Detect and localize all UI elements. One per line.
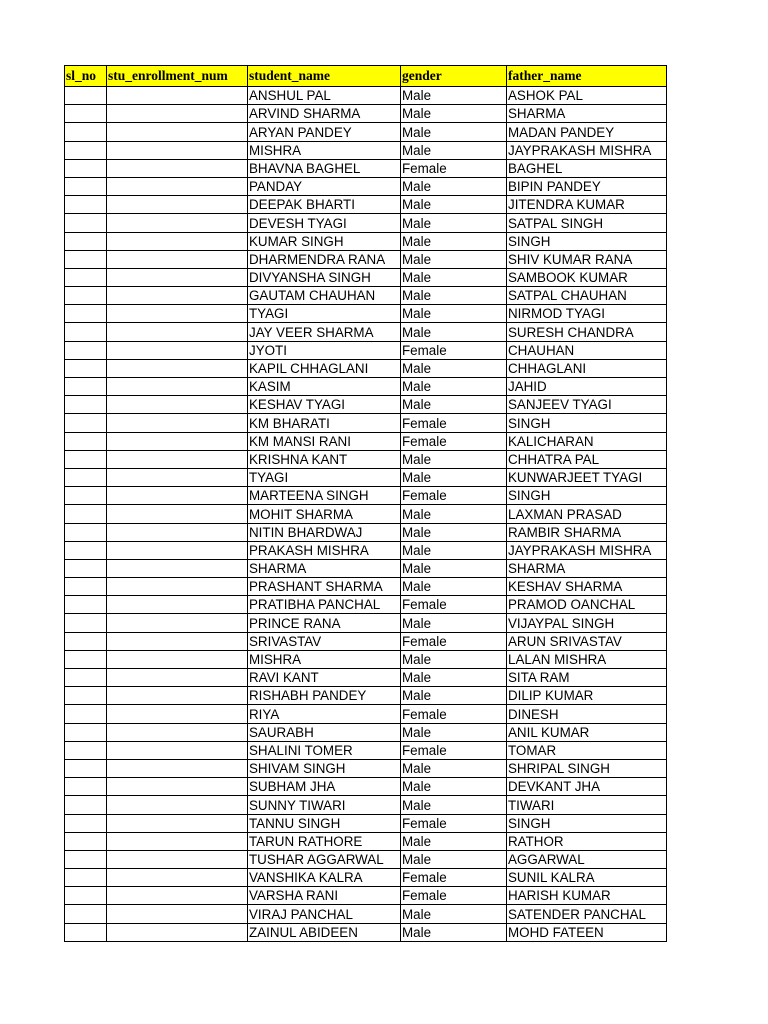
enrollment-num-cell[interactable] (107, 268, 248, 286)
student-name-cell[interactable]: PRINCE RANA (248, 614, 401, 632)
sl-no-cell[interactable] (65, 705, 107, 723)
student-name-cell[interactable]: SHALINI TOMER (248, 741, 401, 759)
table-row (65, 541, 667, 559)
gender-cell[interactable]: Male (401, 196, 507, 214)
gender-cell[interactable]: Male (401, 832, 507, 850)
enrollment-num-cell[interactable] (107, 105, 248, 123)
father-name-cell[interactable]: AGGARWAL (507, 850, 667, 868)
table-row (65, 869, 667, 887)
father-name-cell[interactable]: SINGH (507, 814, 667, 832)
table-row (65, 141, 667, 159)
enrollment-num-cell[interactable] (107, 614, 248, 632)
gender-cell[interactable]: Male (401, 250, 507, 268)
father-name-cell[interactable]: SURESH CHANDRA (507, 323, 667, 341)
student-name-cell[interactable]: TYAGI (248, 468, 401, 486)
enrollment-num-cell[interactable] (107, 123, 248, 141)
gender-cell[interactable]: Male (401, 905, 507, 923)
table-row (65, 905, 667, 923)
enrollment-num-cell[interactable] (107, 741, 248, 759)
student-name-cell[interactable]: VIRAJ PANCHAL (248, 905, 401, 923)
sl-no-cell[interactable] (65, 159, 107, 177)
enrollment-num-cell[interactable] (107, 359, 248, 377)
gender-cell[interactable]: Male (401, 177, 507, 195)
student-name-cell[interactable]: BHAVNA BAGHEL (248, 159, 401, 177)
gender-cell[interactable]: Male (401, 796, 507, 814)
sl-no-cell[interactable] (65, 323, 107, 341)
father-name-cell[interactable]: DINESH (507, 705, 667, 723)
father-name-cell[interactable]: TOMAR (507, 741, 667, 759)
sl-no-cell[interactable] (65, 923, 107, 941)
enrollment-num-cell[interactable] (107, 814, 248, 832)
sl-no-cell[interactable] (65, 232, 107, 250)
sl-no-cell[interactable] (65, 778, 107, 796)
father-name-cell[interactable]: LAXMAN PRASAD (507, 505, 667, 523)
table-row (65, 250, 667, 268)
table-row (65, 596, 667, 614)
father-name-cell[interactable]: SHRIPAL SINGH (507, 759, 667, 777)
table-row (65, 378, 667, 396)
student-name-cell[interactable]: DEEPAK BHARTI (248, 196, 401, 214)
gender-cell[interactable]: Male (401, 105, 507, 123)
father-name-cell[interactable]: SATPAL CHAUHAN (507, 287, 667, 305)
sl-no-cell[interactable] (65, 596, 107, 614)
enrollment-num-cell[interactable] (107, 850, 248, 868)
father-name-cell[interactable]: KESHAV SHARMA (507, 578, 667, 596)
column-header-sl-no[interactable]: sl_no (65, 66, 107, 87)
enrollment-num-cell[interactable] (107, 905, 248, 923)
table-row (65, 396, 667, 414)
sl-no-cell[interactable] (65, 378, 107, 396)
father-name-cell[interactable]: HARISH KUMAR (507, 887, 667, 905)
enrollment-num-cell[interactable] (107, 323, 248, 341)
student-name-cell[interactable]: JAY VEER SHARMA (248, 323, 401, 341)
sl-no-cell[interactable] (65, 305, 107, 323)
table-row (65, 232, 667, 250)
father-name-cell[interactable]: SHARMA (507, 105, 667, 123)
enrollment-num-cell[interactable] (107, 778, 248, 796)
gender-cell[interactable]: Male (401, 687, 507, 705)
sl-no-cell[interactable] (65, 796, 107, 814)
gender-cell[interactable]: Male (401, 559, 507, 577)
table-row (65, 468, 667, 486)
father-name-cell[interactable]: JAHID (507, 378, 667, 396)
sl-no-cell[interactable] (65, 196, 107, 214)
table-row (65, 723, 667, 741)
sl-no-cell[interactable] (65, 578, 107, 596)
student-name-cell[interactable]: TYAGI (248, 305, 401, 323)
sl-no-cell[interactable] (65, 287, 107, 305)
sl-no-cell[interactable] (65, 869, 107, 887)
father-name-cell[interactable]: SHARMA (507, 559, 667, 577)
gender-cell[interactable]: Male (401, 323, 507, 341)
student-name-cell[interactable]: PRATIBHA PANCHAL (248, 596, 401, 614)
enrollment-num-cell[interactable] (107, 523, 248, 541)
gender-cell[interactable]: Male (401, 123, 507, 141)
enrollment-num-cell[interactable] (107, 559, 248, 577)
enrollment-num-cell[interactable] (107, 632, 248, 650)
father-name-cell[interactable]: RATHOR (507, 832, 667, 850)
gender-cell[interactable]: Male (401, 141, 507, 159)
enrollment-num-cell[interactable] (107, 705, 248, 723)
student-name-cell[interactable]: DEVESH TYAGI (248, 214, 401, 232)
sl-no-cell[interactable] (65, 396, 107, 414)
column-header-father-name[interactable]: father_name (507, 66, 667, 87)
father-name-cell[interactable]: LALAN MISHRA (507, 650, 667, 668)
table-row (65, 159, 667, 177)
table-row (65, 850, 667, 868)
student-name-cell[interactable]: TARUN RATHORE (248, 832, 401, 850)
gender-cell[interactable]: Female (401, 632, 507, 650)
student-name-cell[interactable]: ARYAN PANDEY (248, 123, 401, 141)
gender-cell[interactable]: Male (401, 305, 507, 323)
table-row (65, 305, 667, 323)
sl-no-cell[interactable] (65, 250, 107, 268)
enrollment-num-cell[interactable] (107, 468, 248, 486)
student-table (64, 65, 667, 942)
gender-cell[interactable]: Male (401, 505, 507, 523)
father-name-cell[interactable]: VIJAYPAL SINGH (507, 614, 667, 632)
enrollment-num-cell[interactable] (107, 578, 248, 596)
table-row (65, 196, 667, 214)
gender-cell[interactable]: Male (401, 723, 507, 741)
gender-cell[interactable]: Male (401, 450, 507, 468)
table-row (65, 359, 667, 377)
table-row (65, 632, 667, 650)
student-name-cell[interactable]: SUBHAM JHA (248, 778, 401, 796)
enrollment-num-cell[interactable] (107, 232, 248, 250)
sl-no-cell[interactable] (65, 541, 107, 559)
table-row (65, 759, 667, 777)
table-row (65, 614, 667, 632)
sl-no-cell[interactable] (65, 850, 107, 868)
father-name-cell[interactable]: ANIL KUMAR (507, 723, 667, 741)
father-name-cell[interactable]: SINGH (507, 232, 667, 250)
gender-cell[interactable]: Male (401, 523, 507, 541)
table-row (65, 650, 667, 668)
sl-no-cell[interactable] (65, 359, 107, 377)
sl-no-cell[interactable] (65, 523, 107, 541)
sl-no-cell[interactable] (65, 214, 107, 232)
student-name-cell[interactable]: GAUTAM CHAUHAN (248, 287, 401, 305)
sl-no-cell[interactable] (65, 468, 107, 486)
father-name-cell[interactable]: BIPIN PANDEY (507, 177, 667, 195)
gender-cell[interactable]: Female (401, 414, 507, 432)
enrollment-num-cell[interactable] (107, 305, 248, 323)
table-row (65, 778, 667, 796)
enrollment-num-cell[interactable] (107, 923, 248, 941)
student-name-cell[interactable]: RIYA (248, 705, 401, 723)
enrollment-num-cell[interactable] (107, 141, 248, 159)
column-header-student-name[interactable]: student_name (248, 66, 401, 87)
sl-no-cell[interactable] (65, 814, 107, 832)
column-header-enrollment-num[interactable]: stu_enrollment_num (107, 66, 248, 87)
sl-no-cell[interactable] (65, 87, 107, 105)
sl-no-cell[interactable] (65, 632, 107, 650)
father-name-cell[interactable]: TIWARI (507, 796, 667, 814)
enrollment-num-cell[interactable] (107, 196, 248, 214)
enrollment-num-cell[interactable] (107, 650, 248, 668)
enrollment-num-cell[interactable] (107, 378, 248, 396)
sl-no-cell[interactable] (65, 123, 107, 141)
gender-cell[interactable]: Male (401, 541, 507, 559)
student-name-cell[interactable]: SRIVASTAV (248, 632, 401, 650)
father-name-cell[interactable]: CHHATRA PAL (507, 450, 667, 468)
gender-cell[interactable]: Female (401, 432, 507, 450)
enrollment-num-cell[interactable] (107, 596, 248, 614)
sl-no-cell[interactable] (65, 905, 107, 923)
father-name-cell[interactable]: DEVKANT JHA (507, 778, 667, 796)
gender-cell[interactable]: Female (401, 159, 507, 177)
table-row (65, 887, 667, 905)
student-name-cell[interactable]: KM MANSI RANI (248, 432, 401, 450)
enrollment-num-cell[interactable] (107, 487, 248, 505)
gender-cell[interactable]: Male (401, 578, 507, 596)
student-name-cell[interactable]: PRASHANT SHARMA (248, 578, 401, 596)
sl-no-cell[interactable] (65, 832, 107, 850)
sl-no-cell[interactable] (65, 887, 107, 905)
table-row (65, 559, 667, 577)
gender-cell[interactable]: Male (401, 614, 507, 632)
father-name-cell[interactable]: MADAN PANDEY (507, 123, 667, 141)
student-name-cell[interactable]: TUSHAR AGGARWAL (248, 850, 401, 868)
father-name-cell[interactable]: KUNWARJEET TYAGI (507, 468, 667, 486)
enrollment-num-cell[interactable] (107, 887, 248, 905)
table-row (65, 87, 667, 105)
table-row (65, 741, 667, 759)
father-name-cell[interactable]: SATENDER PANCHAL (507, 905, 667, 923)
father-name-cell[interactable]: SITA RAM (507, 669, 667, 687)
father-name-cell[interactable]: BAGHEL (507, 159, 667, 177)
gender-cell[interactable]: Female (401, 705, 507, 723)
father-name-cell[interactable]: RAMBIR SHARMA (507, 523, 667, 541)
sl-no-cell[interactable] (65, 505, 107, 523)
table-row (65, 705, 667, 723)
student-name-cell[interactable]: SAURABH (248, 723, 401, 741)
father-name-cell[interactable]: JITENDRA KUMAR (507, 196, 667, 214)
sl-no-cell[interactable] (65, 559, 107, 577)
sl-no-cell[interactable] (65, 105, 107, 123)
table-row (65, 123, 667, 141)
student-name-cell[interactable]: VANSHIKA KALRA (248, 869, 401, 887)
gender-cell[interactable]: Male (401, 214, 507, 232)
enrollment-num-cell[interactable] (107, 177, 248, 195)
student-name-cell[interactable]: KAPIL CHHAGLANI (248, 359, 401, 377)
sl-no-cell[interactable] (65, 723, 107, 741)
gender-cell[interactable]: Female (401, 487, 507, 505)
father-name-cell[interactable]: DILIP KUMAR (507, 687, 667, 705)
father-name-cell[interactable]: JAYPRAKASH MISHRA (507, 541, 667, 559)
sl-no-cell[interactable] (65, 177, 107, 195)
enrollment-num-cell[interactable] (107, 287, 248, 305)
column-header-gender[interactable]: gender (401, 66, 507, 87)
father-name-cell[interactable]: MOHD FATEEN (507, 923, 667, 941)
sl-no-cell[interactable] (65, 741, 107, 759)
table-row (65, 578, 667, 596)
table-row (65, 432, 667, 450)
table-row (65, 341, 667, 359)
sl-no-cell[interactable] (65, 759, 107, 777)
enrollment-num-cell[interactable] (107, 669, 248, 687)
gender-cell[interactable]: Male (401, 287, 507, 305)
student-name-cell[interactable]: MOHIT SHARMA (248, 505, 401, 523)
gender-cell[interactable]: Female (401, 887, 507, 905)
father-name-cell[interactable]: NIRMOD TYAGI (507, 305, 667, 323)
gender-cell[interactable]: Male (401, 268, 507, 286)
enrollment-num-cell[interactable] (107, 687, 248, 705)
father-name-cell[interactable]: SAMBOOK KUMAR (507, 268, 667, 286)
father-name-cell[interactable]: ARUN SRIVASTAV (507, 632, 667, 650)
student-name-cell[interactable]: DHARMENDRA RANA (248, 250, 401, 268)
student-name-cell[interactable]: MISHRA (248, 650, 401, 668)
enrollment-num-cell[interactable] (107, 796, 248, 814)
father-name-cell[interactable]: SHIV KUMAR RANA (507, 250, 667, 268)
gender-cell[interactable]: Male (401, 87, 507, 105)
sl-no-cell[interactable] (65, 487, 107, 505)
enrollment-num-cell[interactable] (107, 250, 248, 268)
student-name-cell[interactable]: KRISHNA KANT (248, 450, 401, 468)
student-name-cell[interactable]: ARVIND SHARMA (248, 105, 401, 123)
student-name-cell[interactable]: JYOTI (248, 341, 401, 359)
sl-no-cell[interactable] (65, 341, 107, 359)
student-name-cell[interactable]: ZAINUL ABIDEEN (248, 923, 401, 941)
student-name-cell[interactable]: ANSHUL PAL (248, 87, 401, 105)
table-row (65, 214, 667, 232)
table-row (65, 669, 667, 687)
father-name-cell[interactable]: SATPAL SINGH (507, 214, 667, 232)
gender-cell[interactable]: Female (401, 814, 507, 832)
table-row (65, 323, 667, 341)
student-name-cell[interactable]: MISHRA (248, 141, 401, 159)
table-row (65, 450, 667, 468)
student-name-cell[interactable]: KASIM (248, 378, 401, 396)
father-name-cell[interactable]: PRAMOD OANCHAL (507, 596, 667, 614)
student-name-cell[interactable]: KM BHARATI (248, 414, 401, 432)
father-name-cell[interactable]: SUNIL KALRA (507, 869, 667, 887)
student-name-cell[interactable]: TANNU SINGH (248, 814, 401, 832)
gender-cell[interactable]: Female (401, 596, 507, 614)
gender-cell[interactable]: Male (401, 850, 507, 868)
gender-cell[interactable]: Male (401, 923, 507, 941)
gender-cell[interactable]: Male (401, 378, 507, 396)
sl-no-cell[interactable] (65, 669, 107, 687)
student-name-cell[interactable]: SUNNY TIWARI (248, 796, 401, 814)
table-row (65, 814, 667, 832)
student-name-cell[interactable]: VARSHA RANI (248, 887, 401, 905)
enrollment-num-cell[interactable] (107, 396, 248, 414)
table-row (65, 287, 667, 305)
gender-cell[interactable]: Male (401, 359, 507, 377)
sl-no-cell[interactable] (65, 650, 107, 668)
enrollment-num-cell[interactable] (107, 723, 248, 741)
table-row (65, 923, 667, 941)
enrollment-num-cell[interactable] (107, 759, 248, 777)
student-name-cell[interactable]: KESHAV TYAGI (248, 396, 401, 414)
gender-cell[interactable]: Male (401, 468, 507, 486)
student-name-cell[interactable]: RISHABH PANDEY (248, 687, 401, 705)
student-name-cell[interactable]: PRAKASH MISHRA (248, 541, 401, 559)
student-name-cell[interactable]: DIVYANSHA SINGH (248, 268, 401, 286)
table-row (65, 687, 667, 705)
table-row (65, 487, 667, 505)
gender-cell[interactable]: Female (401, 341, 507, 359)
sl-no-cell[interactable] (65, 614, 107, 632)
header-row (65, 66, 667, 87)
sl-no-cell[interactable] (65, 268, 107, 286)
table-row (65, 268, 667, 286)
enrollment-num-cell[interactable] (107, 87, 248, 105)
table-row (65, 796, 667, 814)
gender-cell[interactable]: Male (401, 232, 507, 250)
gender-cell[interactable]: Male (401, 759, 507, 777)
father-name-cell[interactable]: SINGH (507, 487, 667, 505)
enrollment-num-cell[interactable] (107, 450, 248, 468)
student-name-cell[interactable]: RAVI KANT (248, 669, 401, 687)
gender-cell[interactable]: Female (401, 741, 507, 759)
gender-cell[interactable]: Male (401, 669, 507, 687)
sl-no-cell[interactable] (65, 141, 107, 159)
student-name-cell[interactable]: NITIN BHARDWAJ (248, 523, 401, 541)
table-row (65, 505, 667, 523)
enrollment-num-cell[interactable] (107, 505, 248, 523)
table-row (65, 177, 667, 195)
student-name-cell[interactable]: MARTEENA SINGH (248, 487, 401, 505)
student-name-cell[interactable]: SHIVAM SINGH (248, 759, 401, 777)
enrollment-num-cell[interactable] (107, 214, 248, 232)
table-row (65, 414, 667, 432)
enrollment-num-cell[interactable] (107, 159, 248, 177)
enrollment-num-cell[interactable] (107, 832, 248, 850)
student-name-cell[interactable]: SHARMA (248, 559, 401, 577)
student-name-cell[interactable]: KUMAR SINGH (248, 232, 401, 250)
father-name-cell[interactable]: SANJEEV TYAGI (507, 396, 667, 414)
table-row (65, 523, 667, 541)
father-name-cell[interactable]: CHAUHAN (507, 341, 667, 359)
enrollment-num-cell[interactable] (107, 541, 248, 559)
enrollment-num-cell[interactable] (107, 432, 248, 450)
enrollment-num-cell[interactable] (107, 414, 248, 432)
gender-cell[interactable]: Male (401, 396, 507, 414)
gender-cell[interactable]: Female (401, 869, 507, 887)
sl-no-cell[interactable] (65, 687, 107, 705)
gender-cell[interactable]: Male (401, 778, 507, 796)
father-name-cell[interactable]: KALICHARAN (507, 432, 667, 450)
table-row (65, 832, 667, 850)
sl-no-cell[interactable] (65, 432, 107, 450)
sl-no-cell[interactable] (65, 450, 107, 468)
enrollment-num-cell[interactable] (107, 869, 248, 887)
father-name-cell[interactable]: CHHAGLANI (507, 359, 667, 377)
table-body (65, 87, 667, 942)
gender-cell[interactable]: Male (401, 650, 507, 668)
father-name-cell[interactable]: SINGH (507, 414, 667, 432)
sl-no-cell[interactable] (65, 414, 107, 432)
table-row (65, 105, 667, 123)
father-name-cell[interactable]: ASHOK PAL (507, 87, 667, 105)
father-name-cell[interactable]: JAYPRAKASH MISHRA (507, 141, 667, 159)
student-name-cell[interactable]: PANDAY (248, 177, 401, 195)
enrollment-num-cell[interactable] (107, 341, 248, 359)
